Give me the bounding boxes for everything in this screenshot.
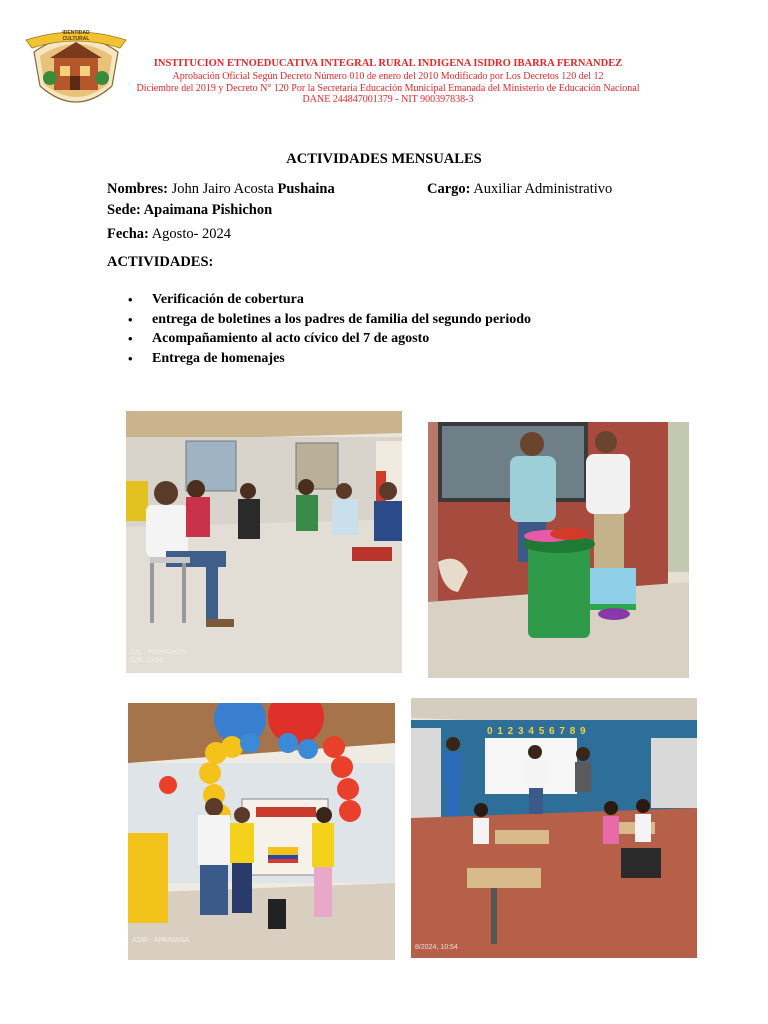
photo-1-stamp-2: 024, 10:58 [130,657,164,664]
nombres-row [107,181,335,198]
logo-arc-text: IDENTIDAD CULTURAL [62,30,90,42]
fecha-label: Fecha: [107,226,149,242]
header-line-1: Aprobación Oficial Según Decreto Número 010 de enero del 2010 Modificado por Los Decretos 120 del 12 [172,71,604,82]
nombres-value-bold: Pushaina [277,181,335,197]
list-item: • entrega de boletines a los padres de familia del segundo periodo [128,311,532,327]
sede-row [107,202,272,219]
sede-value: Apaimana Pishichon [143,202,273,218]
header-line-2: Diciembre del 2019 y Decreto N° 120 Por la Secretaria Educación Municipal Emanada del Ministerio de Educación Nacional [136,82,640,94]
photo-civic-act [128,703,395,960]
photo-homenajes-delivery [428,422,689,678]
actividades-heading: ACTIVIDADES: [107,254,214,270]
photo-classroom [411,698,697,958]
list-item: • Verificación de cobertura [128,292,304,307]
institution-name: INSTITUCION ETNOEDUCATIVA INTEGRAL RURAL INDIGENA ISIDRO IBARRA FERNANDEZ [153,58,623,69]
sede-label: Sede: [107,202,141,218]
bullet-icon: • [128,292,133,307]
bullet-icon: • [128,350,133,366]
photo-4-stamp: 8/2024, 10:54 [415,944,458,951]
header-line-3: DANE 244847001379 - NIT 900397838-3 [302,94,474,105]
fecha-row [107,226,231,243]
photo-3-stamp: ASBI · APAIMANA [132,937,190,944]
activities-list [128,292,531,370]
nombres-value: John Jairo Acosta [171,181,274,197]
fecha-value: Agosto- 2024 [151,226,232,242]
bullet-icon: • [128,311,133,327]
institution-logo [20,26,132,118]
list-item: • Acompañamiento al acto cívico del 7 de agosto [128,331,430,346]
bullet-icon: • [128,331,133,346]
cargo-row [427,181,612,198]
cargo-value: Auxiliar Administrativo [473,181,613,197]
document-title: ACTIVIDADES MENSUALES [286,151,482,167]
photo-meeting-room [126,411,402,673]
nombres-label: Nombres: [107,181,168,197]
photo-1-stamp-1: 22s · PISHICHON [130,649,187,656]
list-item: • Entrega de homenajes [128,350,285,366]
classroom-board-numbers: 0 1 2 3 4 5 6 7 8 9 [487,726,587,737]
cargo-label: Cargo: [427,181,471,197]
